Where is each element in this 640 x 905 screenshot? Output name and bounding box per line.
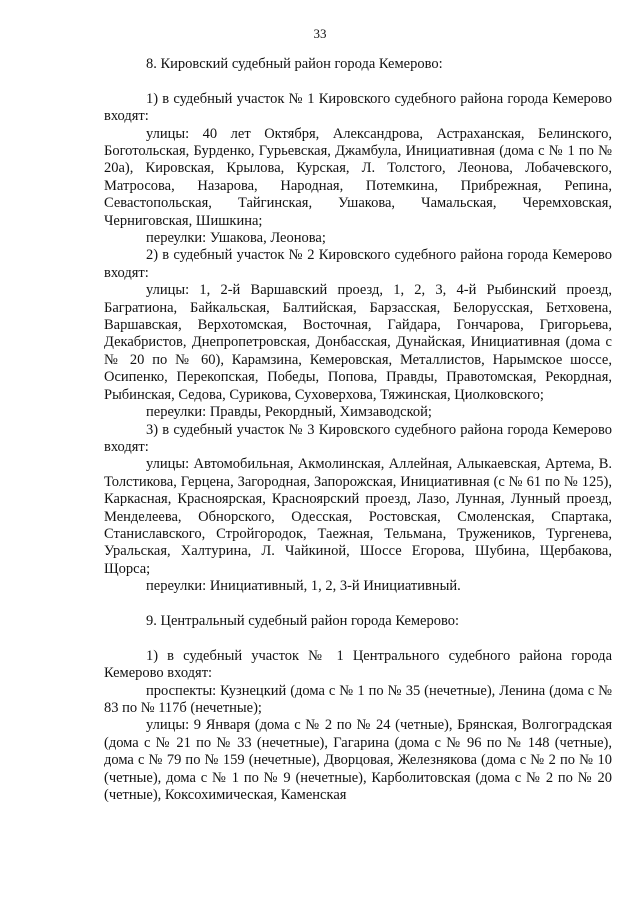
page-number: 33 [313, 26, 327, 41]
paragraph: 3) в судебный участок № 3 Кировского судебного района города Кемерово входят: [104, 421, 612, 455]
paragraph: улицы: 9 Января (дома с № 2 по № 24 (четные), Брянская, Волгоградская (дома с № 21 по № 33 (нечетные), Гагарина (дома с № 96 по № 148 (четные), дома с № 79 по № 159 (нечетные), Дворцовая, Железнякова (дома с № 2 по № 10 (четные), дома с № 1 по № 9 (нечетные), Карболитовская (дома с № 2 по № 20 (четные), Коксохимическая, Каменская [104, 717, 612, 804]
paragraph: переулки: Инициативный, 1, 2, 3-й Инициативный. [146, 578, 461, 595]
paragraph: проспекты: Кузнецкий (дома с № 1 по № 35 (нечетные), Ленина (дома с № 83 по № 117б (нечетные); [104, 682, 612, 716]
section-heading: 9. Центральный судебный район города Кемерово: [146, 612, 460, 629]
paragraph: 1) в судебный участок № 1 Центрального судебного района города Кемерово входят: [104, 647, 612, 682]
document-body [104, 56, 612, 804]
paragraph: улицы: 1, 2-й Варшавский проезд, 1, 2, 3, 4-й Рыбинский проезд, Багратиона, Байкальская, Балтийская, Барзасская, Белорусская, Бетховена, Варшавская, Верхотомская, Восточная, Гайдара, Гончарова, Григорьева, Декабристов, Днепропетровская, Донбасская, Дунайская, Инициативная (дома с № 20 по № 60), Карамзина, Кемеровская, Металлистов, Нарымское шоссе, Осипенко, Перекопская, Победы, Попова, Правды, Правотомская, Рекордная, Рыбинская, Седова, Сурикова, Суховерхова, Тяжинская, Циолковского; [104, 282, 612, 403]
paragraph: улицы: Автомобильная, Акмолинская, Аллейная, Алыкаевская, Артема, В. Толстикова, Герцена, Загородная, Запорожская, Инициативная (с № 61 по № 125), Каркасная, Красноярская, Красноярский проезд, Лазо, Лунная, Лунный проезд, Менделеева, Обнорского, Одесская, Ростовская, Смоленская, Спартака, Станиславского, Стройгородок, Таежная, Тельмана, Тружеников, Тургенева, Уральская, Халтурина, Л. Чайкиной, Шоссе Егорова, Шубина, Щербакова, Щорса; [104, 456, 612, 577]
paragraph: 1) в судебный участок № 1 Кировского судебного района города Кемерово входят: [104, 90, 612, 125]
paragraph: улицы: 40 лет Октября, Александрова, Астраханская, Белинского, Боготольская, Бурденко, Гурьевская, Джамбула, Инициативная (дома с № 1 по № 20а), Кировская, Крылова, Курская, Л. Толстого, Леонова, Лобачевского, Матросова, Назарова, Народная, Потемкина, Прибрежная, Репина, Севастопольская, Тайгинская, Ушакова, Чамальская, Черемховская, Черниговская, Шишкина; [104, 125, 612, 229]
paragraph: переулки: Правды, Рекордный, Химзаводской; [146, 404, 432, 421]
section-heading: 8. Кировский судебный район города Кемерово: [146, 56, 443, 72]
paragraph: переулки: Ушакова, Леонова; [146, 230, 326, 247]
paragraph: 2) в судебный участок № 2 Кировского судебного района города Кемерово входят: [104, 247, 612, 281]
